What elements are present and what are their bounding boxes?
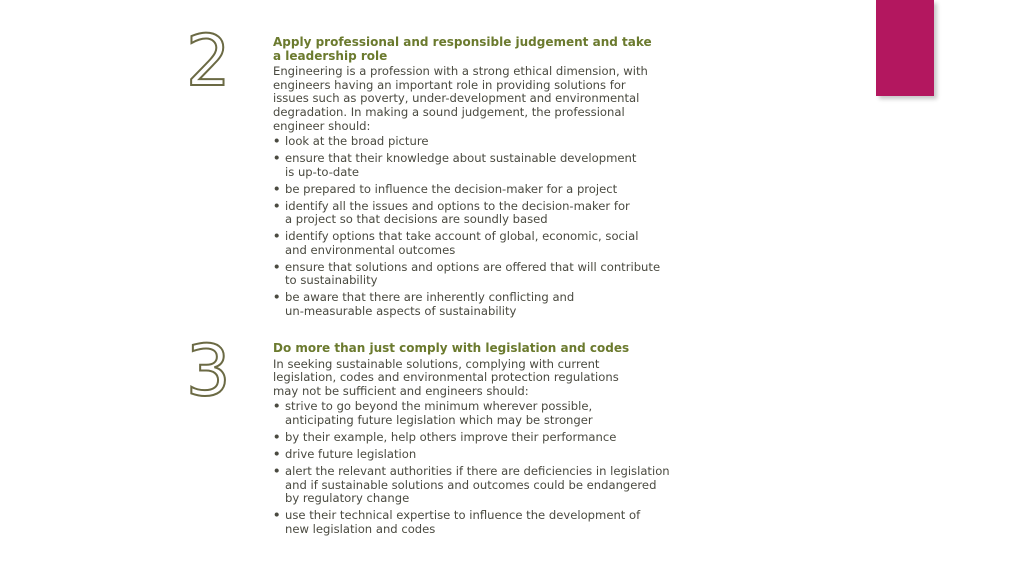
bullet-item [273,200,793,227]
bullet-text: identify options that take account of global, economic, social and environmental outcomes [285,229,639,257]
bullet-text: by their example, help others improve their performance [285,429,617,444]
bullet-text: be prepared to influence the decision-maker for a project [285,181,618,196]
bullet-icon: • [273,181,281,196]
bullet-item [273,183,793,197]
section-heading: Do more than just comply with legislation and codes [273,341,630,355]
bullet-item [273,400,793,427]
bullet-icon: • [273,463,281,478]
bullet-icon: • [273,508,281,523]
bullet-icon: • [273,429,281,444]
bullet-text: look at the broad picture [285,134,429,149]
section-number-2: 2 [186,20,231,102]
bullet-icon: • [273,399,281,414]
bullet-text: drive future legislation [285,446,417,461]
bullet-icon: • [273,229,281,244]
bullet-list [273,135,793,318]
bullet-icon: • [273,151,281,166]
bullet-icon: • [273,134,281,149]
bullet-text: use their technical expertise to influence the development of new legislation and codes [285,508,641,536]
section-number-3: 3 [186,330,231,412]
bullet-text: be aware that there are inherently conflicting and un-measurable aspects of sustainability [285,290,575,319]
section-leadership [273,36,793,322]
bullet-text: identify all the issues and options to the decision-maker for a project so that decisions are soundly based [285,198,630,227]
bullet-item [273,261,793,288]
section-heading: Apply professional and responsible judgement and take a leadership role [273,35,652,63]
accent-bar [876,0,934,96]
bullet-item [273,448,793,462]
bullet-icon: • [273,259,281,274]
bullet-text: strive to go beyond the minimum wherever possible, anticipating future legislation which may be stronger [285,399,593,427]
bullet-item [273,135,793,149]
bullet-icon: • [273,290,281,305]
bullet-list [273,400,793,536]
bullet-item [273,291,793,318]
bullet-item [273,431,793,445]
bullet-icon: • [273,446,281,461]
bullet-item [273,465,793,506]
section-intro: In seeking sustainable solutions, complying with current legislation, codes and environmental protection regulations may not be sufficient and engineers should: [273,356,619,398]
bullet-item [273,152,793,179]
bullet-icon: • [273,198,281,213]
section-legislation [273,342,793,540]
bullet-text: ensure that solutions and options are offered that will contribute to sustainability [285,259,661,288]
bullet-text: alert the relevant authorities if there are deficiencies in legislation and if sustainable solutions and outcomes could be endangered by regulatory change [285,463,670,506]
section-intro: Engineering is a profession with a strong ethical dimension, with engineers having an important role in providing solutions for issues such as poverty, under-development and environmental degradation. In making a sound judgement, the professional engineer should: [273,64,648,133]
bullet-text: ensure that their knowledge about sustainable development is up-to-date [285,151,637,179]
bullet-item [273,509,793,536]
bullet-item [273,230,793,257]
